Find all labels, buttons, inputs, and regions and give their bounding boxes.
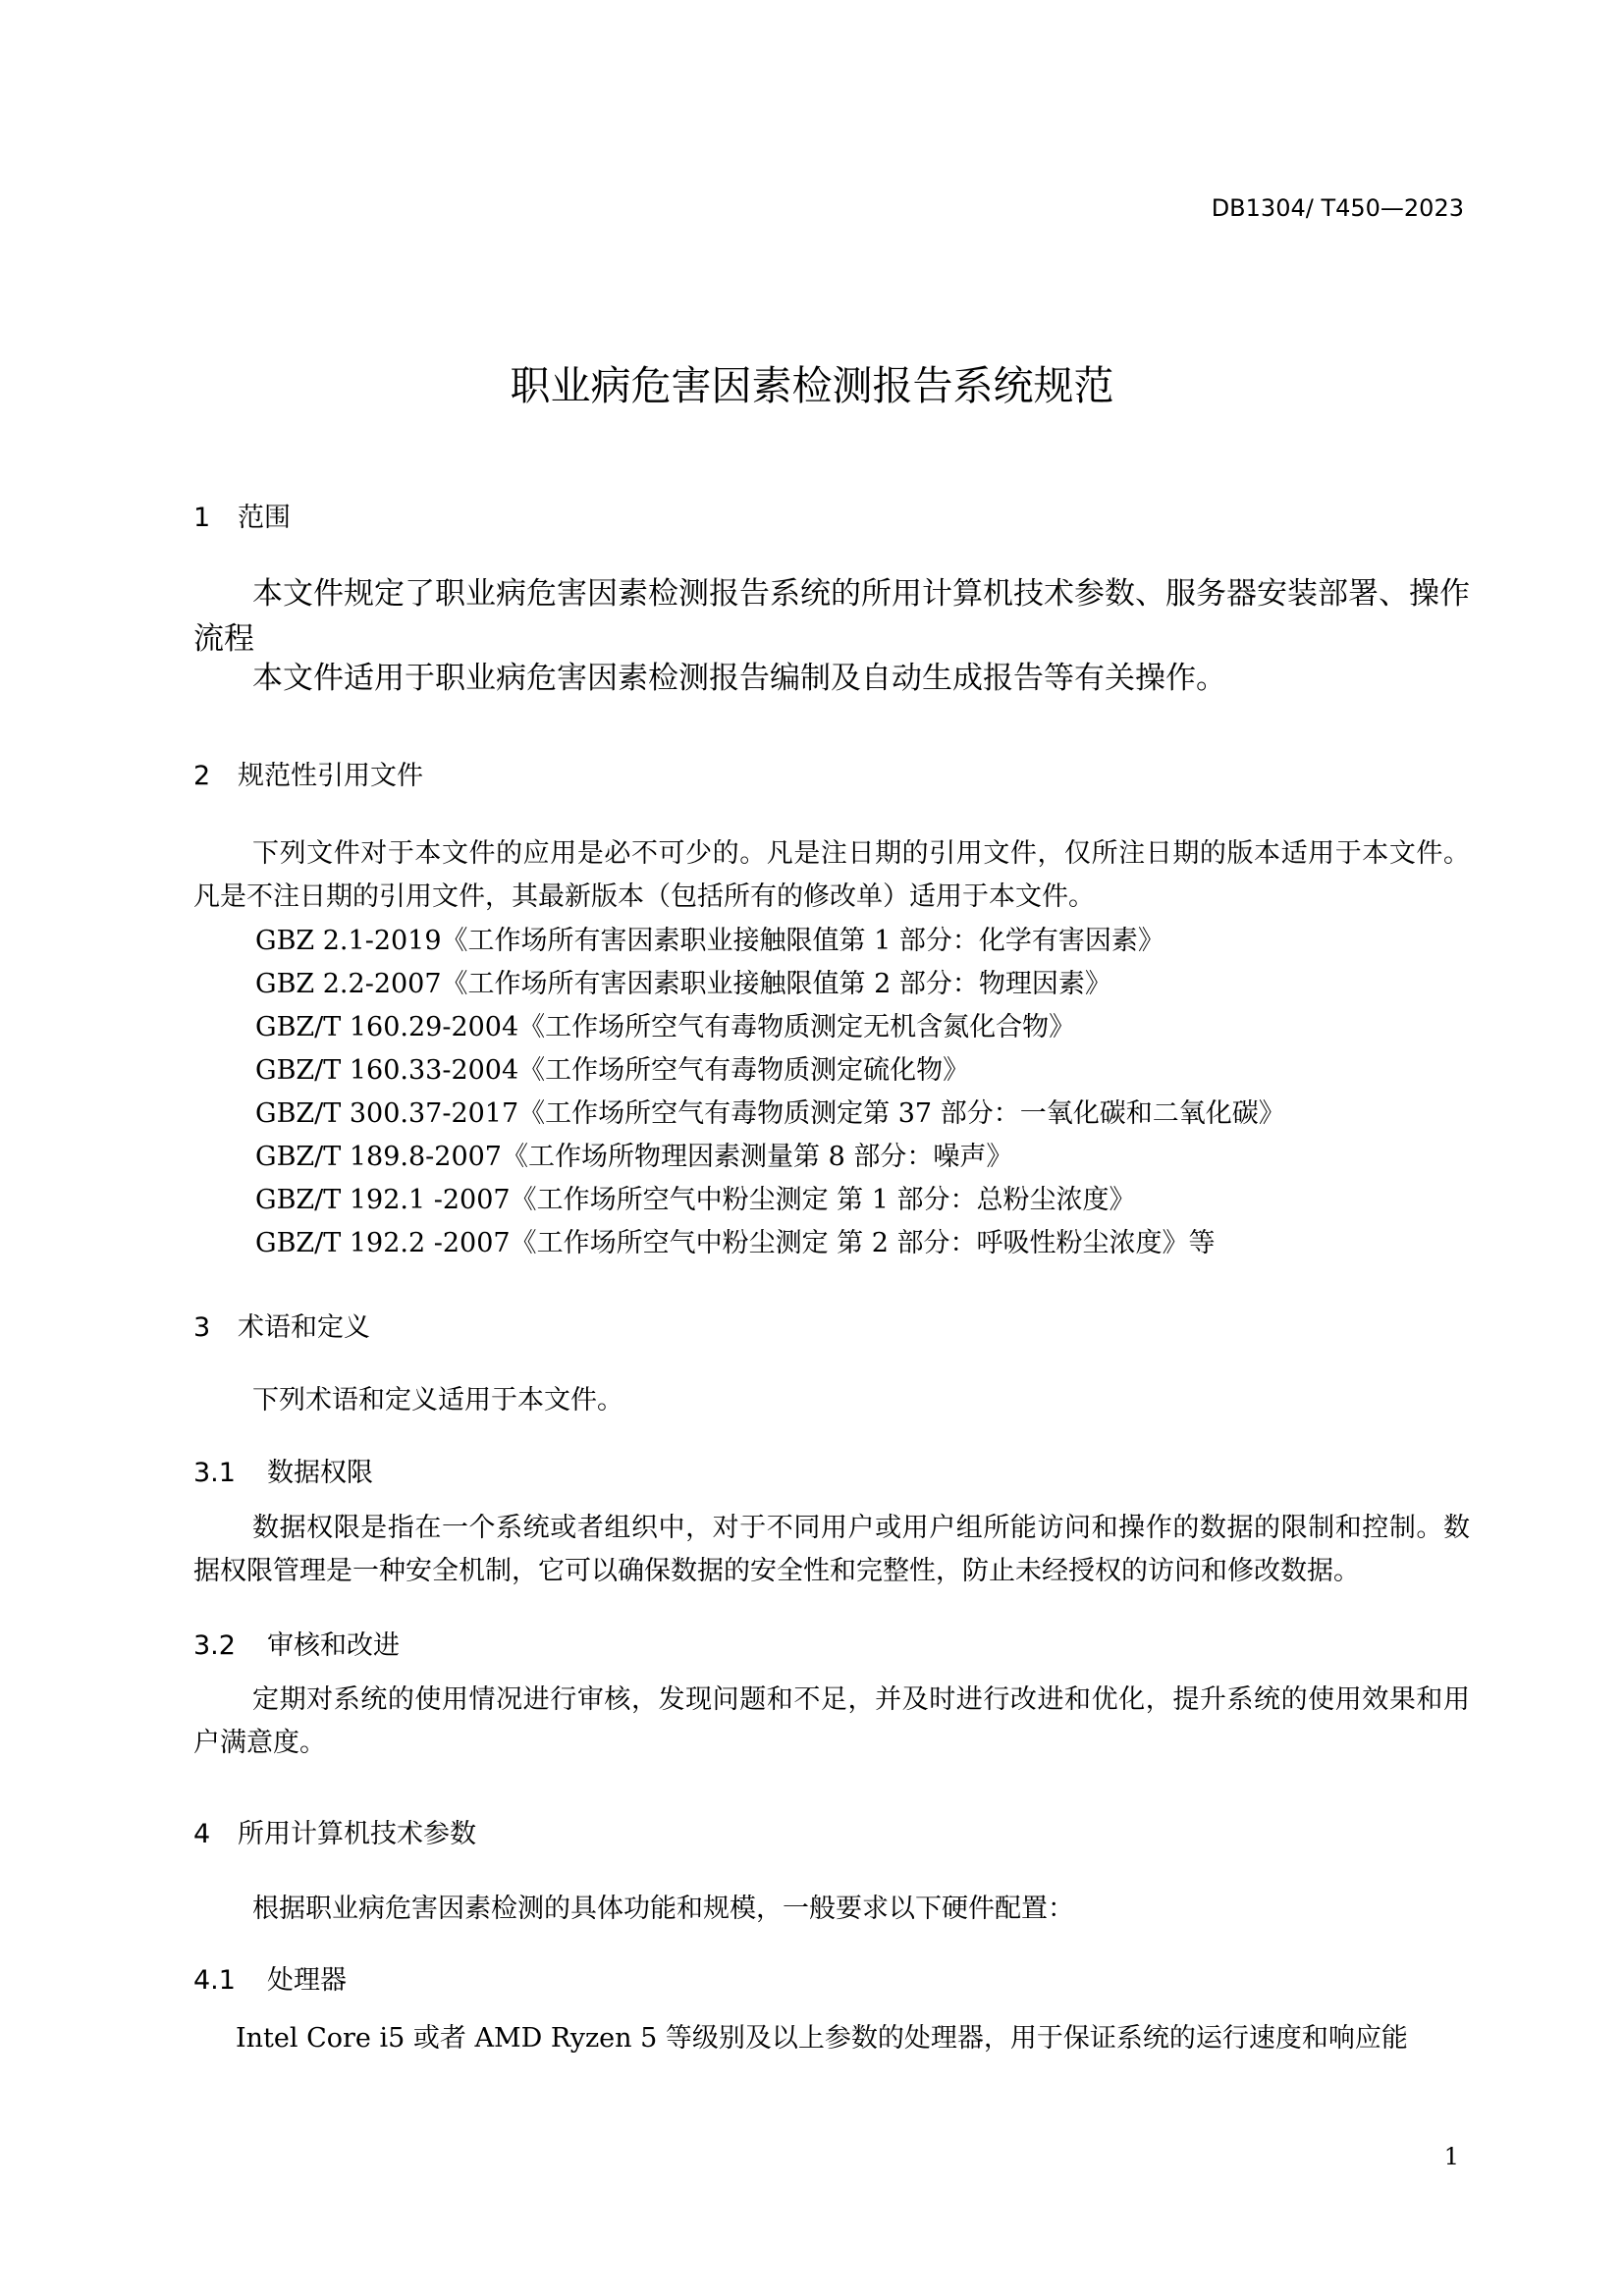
reference-item: GBZ/T 189.8-2007《工作场所物理因素测量第 8 部分：噪声》 (255, 1142, 1013, 1172)
section-heading-1 (193, 496, 291, 534)
section-title: 处理器 (267, 1965, 347, 1996)
section-number: 4.1 (193, 1965, 236, 1996)
terms-intro: 下列术语和定义适用于本文件。 (252, 1385, 623, 1415)
section-title: 规范性引用文件 (238, 761, 423, 791)
reference-item: GBZ/T 192.2 -2007《工作场所空气中粉尘测定 第 2 部分：呼吸性粉尘浓度》等 (255, 1228, 1216, 1258)
reference-item: GBZ 2.1-2019《工作场所有害因素职业接触限值第 1 部分：化学有害因素》 (255, 926, 1164, 956)
scope-paragraph-1: 本文件规定了职业病危害因素检测报告系统的所用计算机技术参数、服务器安装部署、操作流程 (193, 576, 1470, 657)
section-title: 审核和改进 (267, 1630, 400, 1661)
section-heading-4 (193, 1812, 476, 1850)
section-heading-2 (193, 754, 423, 792)
reference-item: GBZ/T 300.37-2017《工作场所空气有毒物质测定第 37 部分：一氧化碳和二氧化碳》 (255, 1098, 1285, 1129)
section-heading-3-1 (193, 1451, 373, 1489)
section-number: 3.2 (193, 1630, 236, 1661)
scope-paragraph-2: 本文件适用于职业病危害因素检测报告编制及自动生成报告等有关操作。 (252, 661, 1226, 696)
section-title: 术语和定义 (238, 1312, 370, 1343)
document-title: 职业病危害因素检测报告系统规范 (510, 362, 1114, 409)
section-heading-3-2 (193, 1624, 400, 1662)
reference-item: GBZ/T 160.33-2004《工作场所空气有毒物质测定硫化物》 (255, 1055, 970, 1086)
audit-paragraph: 定期对系统的使用情况进行审核，发现问题和不足，并及时进行改进和优化，提升系统的使用效果和用户满意度。 (193, 1684, 1470, 1758)
page-number: 1 (1443, 2143, 1459, 2170)
section-title: 范围 (238, 503, 291, 533)
section-number: 2 (193, 761, 211, 791)
section-title: 数据权限 (267, 1458, 373, 1488)
section-number: 4 (193, 1819, 211, 1849)
references-intro: 下列文件对于本文件的应用是必不可少的。凡是注日期的引用文件，仅所注日期的版本适用于本文件。凡是不注日期的引用文件，其最新版本（包括所有的修改单）适用于本文件。 (193, 838, 1470, 912)
section-title: 所用计算机技术参数 (238, 1819, 476, 1849)
section-heading-3 (193, 1306, 370, 1344)
section-number: 1 (193, 503, 211, 533)
reference-item: GBZ/T 192.1 -2007《工作场所空气中粉尘测定 第 1 部分：总粉尘浓度》 (255, 1185, 1136, 1215)
section-number: 3.1 (193, 1458, 236, 1488)
section-heading-4-1 (193, 1958, 347, 1997)
processor-paragraph: Intel Core i5 或者 AMD Ryzen 5 等级别及以上参数的处理器，用于保证系统的运行速度和响应能 (236, 2023, 1408, 2054)
document-id: DB1304/ T450—2023 (1211, 194, 1464, 222)
reference-item: GBZ/T 160.29-2004《工作场所空气有毒物质测定无机含氮化合物》 (255, 1012, 1076, 1042)
data-permission-paragraph: 数据权限是指在一个系统或者组织中，对于不同用户或用户组所能访问和操作的数据的限制和控制。数据权限管理是一种安全机制，它可以确保数据的安全性和完整性，防止未经授权的访问和修改数据。 (193, 1513, 1470, 1586)
section-number: 3 (193, 1312, 211, 1343)
hardware-intro: 根据职业病危害因素检测的具体功能和规模，一般要求以下硬件配置： (252, 1894, 1074, 1924)
reference-item: GBZ 2.2-2007《工作场所有害因素职业接触限值第 2 部分：物理因素》 (255, 969, 1111, 999)
